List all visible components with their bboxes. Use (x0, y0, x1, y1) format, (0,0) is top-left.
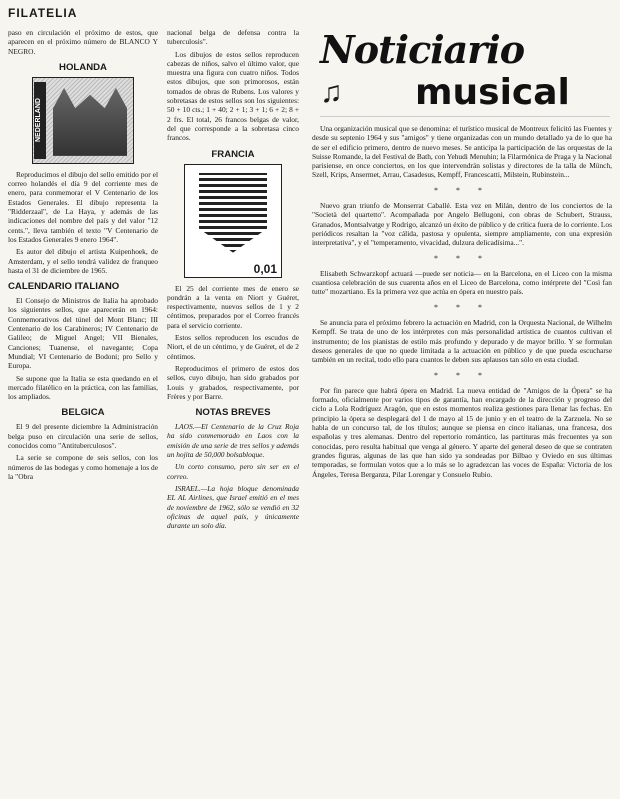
column-3-body (312, 124, 612, 482)
separator: * * * (434, 185, 490, 195)
music-p5: Por fin parece que habrá ópera en Madrid. La nueva entidad de "Amigos de la Ópera" se ha formado, oficialmente por varios tipos de garantía, han encargado de la dirección y progreso del ciclo a Lola Rodríguez Aragón, que en estos momentos realiza gestiones para llenar las fechas. En principio la ópera se desplegará del 1 de mayo al 15 de junio y en el teatro de la Zarzuela. No se habla de un concurso tal, de los títulos; aunque se piensa en cinco italianas, una francesa, dos españolas y tres alemanas. Dentro del repertorio romántico, las partituras más frecuentes ya son conocidas, pero resulta habitual que venga al género. Y aparte del general deseo de que se contraten grandes figuras, algunas de las que han sido ya sondeadas por Bilbao y Oviedo en sus últimas temporadas, se formulan votos que a lo más se lo agradezcan las voces de España: Victoria de los Ángeles, Teresa Berganza, Pilar Lorengar y Consuelo Rubio. (312, 385, 612, 479)
francia-stamp-image (184, 164, 282, 278)
music-note-icon: ♫ (320, 76, 343, 109)
page-header: FILATELIA (8, 6, 78, 20)
notas-p3: ISRAEL.—La hoja bloque denominada EL AL Airlines, que Israel emitió en el mes de noviembre de 1962, sólo se vendió en 32 oficinas de aquel país, y únicamente durante un solo día. (167, 483, 299, 531)
music-p2: Nuevo gran triunfo de Monserrat Caballé. Esta vez en Milán, dentro de los conciertos de la "Società del quartetto". Acompañada por Angelo Bellugoni, con obras de Schubert, Strauss, Granados, Montsalvatge y Rodrigo, alcanzó un éxito de público y de crítica fuera de lo corriente. Los periódicos resaltan la "voz cálida, pastosa y opulenta, siempre ampliamente, con una expresión interpretativa", y el "temperamento, vivacidad, dulzura delicadísima...". (312, 201, 612, 248)
col2-p1: nacional belga de defensa contra la tuberculosis". (167, 28, 299, 47)
francia-p2: Estos sellos reproducen los escudos de Niort, el de un céntimo, y de Guéret, el de 2 céntimos. (167, 333, 299, 361)
music-p1: Una organización musical que se denomina: el turístico musical de Montreux felicitó las Fuentes y desde su septenio 1964 y sus "amigos" y tiene organizadas con un mundo detallado ya de lo que ha de ser el edificio primero, dentro de nuevo meses. Se anticipa la participación de las orquestas de la Suisse Romande, la del Festival de Bath, con Yehudi Menuhin; la Filarmónica de Praga y la Nacional parisiense, en once conciertos, en los que intervendrán solistas y directores de la talla de Münch, Szell, Krips, Ansermet, Arrau, Casadesus, Kempff, Francescatti, Milstein, Rubinstein... (312, 124, 612, 180)
column-3 (312, 28, 612, 793)
belgica-p1: El 9 del presente diciembre la Administración belga puso en circulación una serie de sellos, conocidos como "Antituberculosos". (8, 422, 158, 451)
separator: * * * (434, 302, 490, 312)
italia-title: CALENDARIO ITALIANO (8, 281, 120, 293)
italia-p2: Se supone que la Italia se esta quedando en el mercado filatélico en la práctica, con las familias, los ampliados. (8, 373, 158, 402)
notas-p2: Un corto consumo, pero sin ser en el correo. (167, 462, 299, 481)
francia-title: FRANCIA (211, 148, 255, 160)
separator: * * * (434, 253, 490, 263)
column-1 (8, 28, 158, 793)
belgica-p2: La serie se compone de seis sellos, con los números de las bodegas y como homenaje a los de la "Obra (8, 453, 158, 481)
francia-p1: El 25 del corriente mes de enero se pondrán a la venta en Niort y Guéret, respectivamente, nuevos sellos de 1 y 2 céntimos, preparados por el Correo francés para el servicio corriente. (167, 283, 299, 330)
francia-stamp-value: 0,01 (253, 262, 277, 277)
holanda-title: HOLANDA (59, 61, 107, 73)
col1-intro: paso en circulación el próximo de estos, que aparecen en el próximo número de BLANCO Y NEGRO. (8, 28, 158, 56)
column-2 (167, 28, 299, 793)
italia-p1: El Consejo de Ministros de Italia ha aprobado los siguientes sellos, que aparecerán en 1964: Conmemorativos del túnel del Mont Blanc; III Centenario de los Carabineros; IV Centenario de Galileo; de Miguel Angel; VII Bienales, Canciones; Tuanense, el navegante; Copa Mundial; VI Centenario de Bodoni; pro Sello y Europa. (8, 296, 158, 371)
holanda-p2: Es autor del dibujo el artista Kuipenhoek, de Amsterdam, y el sello tendrá validez de franqueo hasta el 31 de diciembre de 1965. (8, 247, 158, 275)
music-p4: Se anuncia para el próximo febrero la actuación en Madrid, con la Orquesta Nacional, de Wilhelm Kempff. Se trata de uno de los intérpretes con más personalidad artística de cuantos cultivan el instrumento; de los pianistas de estilo más profundo y depurado y de mayor brillo. Y se formulan deseos generales de que no quede limitada a la actuación en público y de que pueda escucharse también en un recital, todo ello para cuantos le deben sus aplausos tan sólo en esta ciudad. (312, 318, 612, 365)
notas-title: NOTAS BREVES (195, 407, 271, 419)
holanda-p1: Reproducimos el dibujo del sello emitido por el correo holandés el día 9 del corriente mes de enero, para conmemorar el V Centenario de los Estados Generales. El dibujo representa la "Ridderzaal", de La Haya, y además de las indicaciones del nombre del país y del valor "12 cents.", lleva también el texto "V Centenario de los Estados Generales 9 enero 1964". (8, 169, 158, 244)
separator: * * * (434, 370, 490, 380)
ridderzaal-building-icon (53, 88, 127, 156)
banner-title: Noticiario (320, 27, 525, 72)
francia-p3: Reproducimos el primero de estos dos sellos, cuyo dibujo, han sido grabados por Louis y grabados, respectivamente, por Frères y por Barre. (167, 363, 299, 401)
niort-shield-icon (199, 173, 267, 253)
music-p3: Elisabeth Schwarzkopf actuará —puede ser noticia— en la Barcelona, en el Liceo con la misma cuantiosa celebración de sus cuarenta años en el Liceo de Barcelona, como intérprete del "Così fan tutte" mozartiano. Es la primera vez que actúa en ópera en nuestro país. (312, 268, 612, 297)
notas-p1: LAOS.—El Centenario de la Cruz Roja ha sido conmemorado en Laos con la emisión de una serie de tres sellos y además un hojita de 50,000 bolsabloque. (167, 422, 299, 460)
belgica-title: BELGICA (61, 407, 105, 419)
banner-word: musical (415, 72, 570, 113)
col2-p2: Los dibujos de estos sellos reproducen cabezas de niños, salvo el último valor, que muestra una figura con cuatro niños. Todos estos dibujos, que son primorosos, están tomados de obras de Rubens. Los valores y sobretasas de estos sellos son los siguientes: 50 + 10 cts.; 1 + 40; 2 + 1; 3 + 1; 6 + 2; 8 + 2 frs. El total, 26 francos belgas de valor, del que corresponde a la sobretasa cinco francos. (167, 49, 299, 143)
holanda-stamp-label: NEDERLAND (34, 82, 46, 159)
holanda-stamp-image (32, 77, 134, 164)
